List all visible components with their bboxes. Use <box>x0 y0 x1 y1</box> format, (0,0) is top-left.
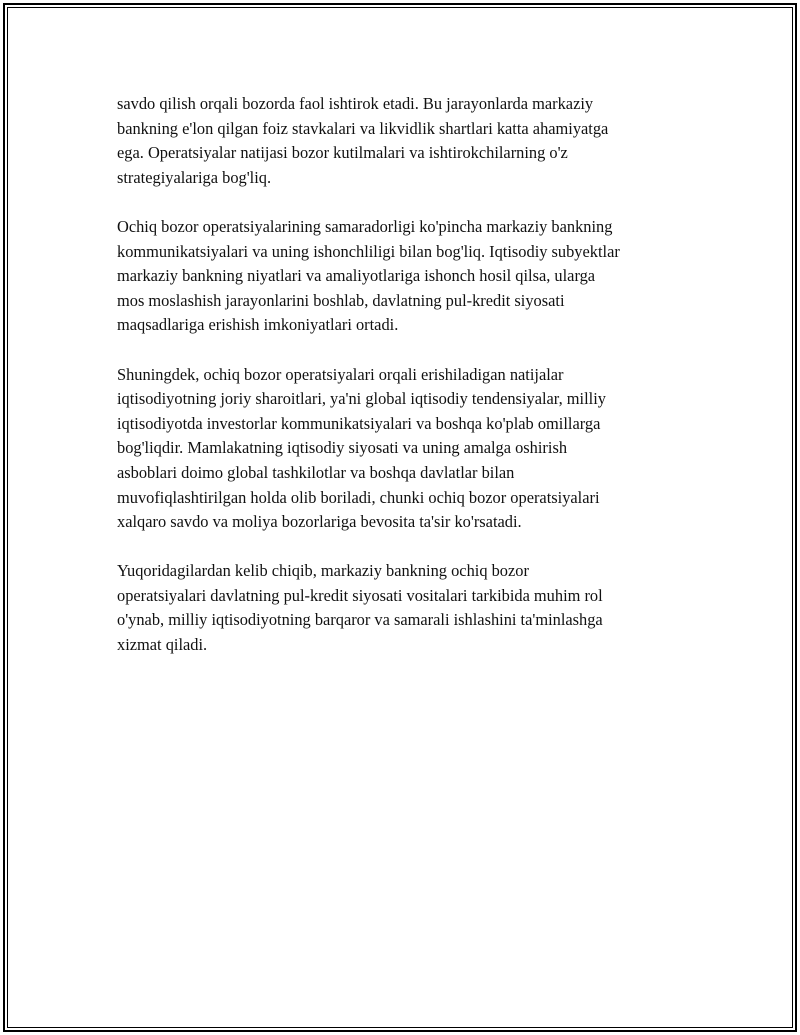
paragraph-line: ega. Operatsiyalar natijasi bozor kutilmalari va ishtirokchilarning o'z <box>117 143 568 163</box>
paragraph-4 <box>117 559 697 657</box>
paragraph-3 <box>117 363 697 535</box>
paragraph-line: bankning e'lon qilgan foiz stavkalari va likvidlik shartlari katta ahamiyatga <box>117 118 609 138</box>
paragraph-line: kommunikatsiyalari va uning ishonchliligi bilan bog'liq. Iqtisodiy subyektlar <box>117 241 620 261</box>
paragraph-line: bog'liqdir. Mamlakatning iqtisodiy siyosati va uning amalga oshirish <box>117 438 568 458</box>
paragraph-line: savdo qilish orqali bozorda faol ishtirok etadi. Bu jarayonlarda markaziy <box>117 94 594 113</box>
paragraph-line: strategiyalariga bog'liq. <box>117 167 272 187</box>
paragraph-2 <box>117 215 697 338</box>
paragraph-line: iqtisodiyotning joriy sharoitlari, ya'ni global iqtisodiy tendensiyalar, milliy <box>117 389 606 409</box>
paragraph-line: operatsiyalari davlatning pul-kredit siyosati vositalari tarkibida muhim rol <box>117 585 603 605</box>
paragraph-line: xizmat qiladi. <box>117 635 208 655</box>
paragraph-line: asboblari doimo global tashkilotlar va boshqa davlatlar bilan <box>117 462 515 482</box>
paragraph-line: xalqaro savdo va moliya bozorlariga bevosita ta'sir ko'rsatadi. <box>117 512 522 532</box>
paragraph-line: markaziy bankning niyatlari va amaliyotlariga ishonch hosil qilsa, ularga <box>117 266 596 286</box>
paragraph-line: o'ynab, milliy iqtisodiyotning barqaror va samarali ishlashini ta'minlashga <box>117 610 603 630</box>
paragraph-line: maqsadlariga erishish imkoniyatlari ortadi. <box>117 315 399 335</box>
paragraph-1 <box>117 92 697 190</box>
document-body <box>117 92 697 682</box>
paragraph-line: Ochiq bozor operatsiyalarining samaradorligi ko'pincha markaziy bankning <box>117 216 613 236</box>
paragraph-line: Yuqoridagilardan kelib chiqib, markaziy bankning ochiq bozor <box>117 561 529 581</box>
paragraph-line: iqtisodiyotda investorlar kommunikatsiyalari va boshqa ko'plab omillarga <box>117 413 601 433</box>
paragraph-line: Shuningdek, ochiq bozor operatsiyalari orqali erishiladigan natijalar <box>117 364 564 384</box>
paragraph-line: mos moslashish jarayonlarini boshlab, davlatning pul-kredit siyosati <box>117 290 565 310</box>
paragraph-line: muvofiqlashtirilgan holda olib boriladi, chunki ochiq bozor operatsiyalari <box>117 487 600 507</box>
